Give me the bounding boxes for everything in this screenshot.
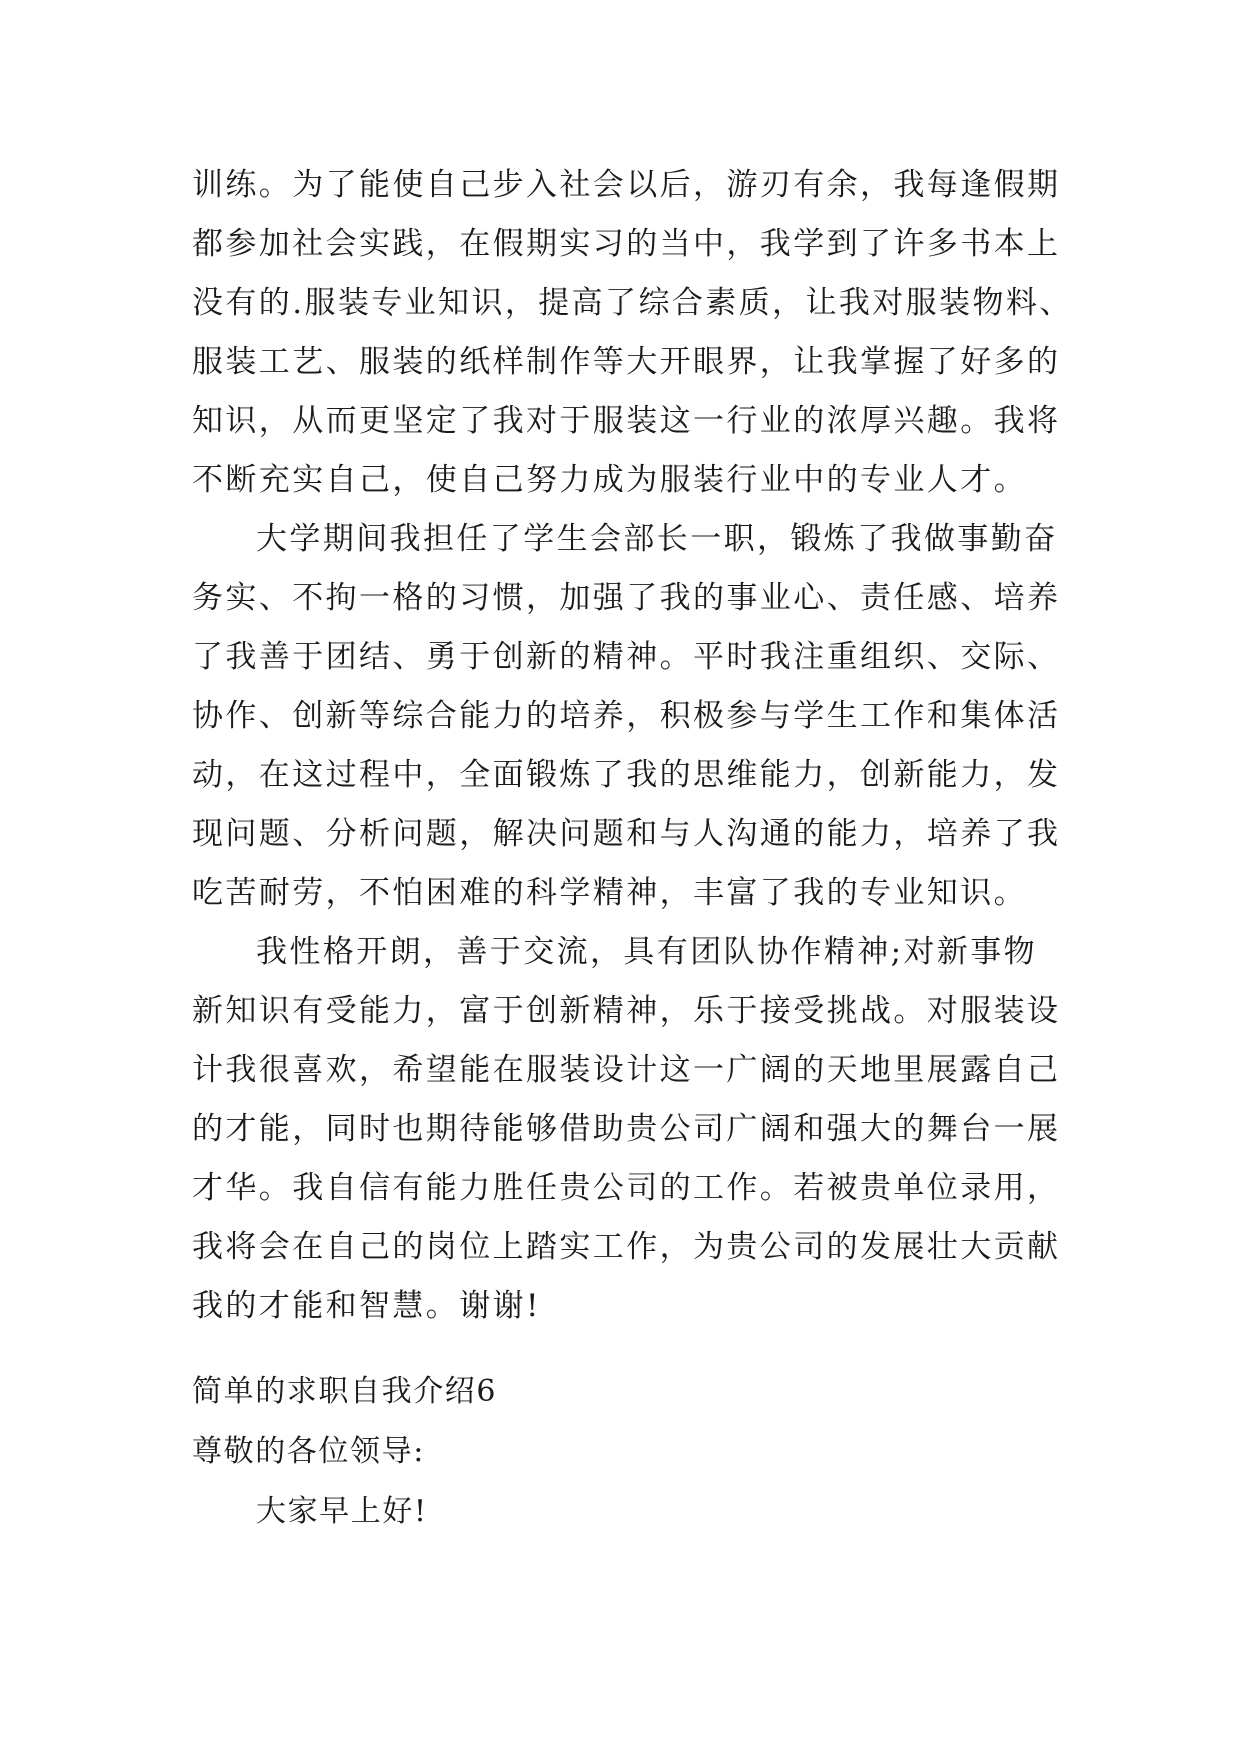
text-line: 我将会在自己的岗位上踏实工作，为贵公司的发展壮大贡献 (192, 1229, 1061, 1265)
text-line: 新知识有受能力，富于创新精神，乐于接受挑战。对服装设 (192, 993, 1061, 1029)
document-body (192, 156, 1073, 1336)
section-heading (192, 1372, 1062, 1412)
text-line: 计我很喜欢，希望能在服装设计这一广阔的天地里展露自己 (192, 1052, 1061, 1088)
text-line: 都参加社会实践，在假期实习的当中，我学到了许多书本上 (192, 226, 1061, 262)
section-title: 简单的求职自我介绍6 (192, 1374, 498, 1409)
text-line: 现问题、分析问题，解决问题和与人沟通的能力，培养了我 (192, 816, 1061, 852)
salutation-block (192, 1432, 1062, 1472)
text-line: 的才能，同时也期待能够借助贵公司广阔和强大的舞台一展 (192, 1111, 1061, 1147)
text-line: 协作、创新等综合能力的培养，积极参与学生工作和集体活 (192, 698, 1061, 734)
text-line: 我性格开朗，善于交流，具有团队协作精神;对新事物 (256, 934, 1038, 970)
text-line: 不断充实自己，使自己努力成为服装行业中的专业人才。 (192, 462, 1027, 498)
salutation: 尊敬的各位领导: (192, 1434, 425, 1469)
text-line: 动，在这过程中，全面锻炼了我的思维能力，创新能力，发 (192, 757, 1061, 793)
text-line: 才华。我自信有能力胜任贵公司的工作。若被贵单位录用， (192, 1170, 1061, 1206)
greeting-block (192, 1492, 1062, 1532)
text-line: 知识，从而更坚定了我对于服装这一行业的浓厚兴趣。我将 (192, 403, 1061, 439)
paragraph-1 (192, 156, 1073, 510)
paragraph-3 (192, 923, 1062, 1336)
text-line: 务实、不拘一格的习惯，加强了我的事业心、责任感、培养 (192, 580, 1061, 616)
text-line: 吃苦耐劳，不怕困难的科学精神，丰富了我的专业知识。 (192, 875, 1027, 911)
paragraph-2 (192, 510, 1062, 923)
text-line: 训练。为了能使自己步入社会以后，游刃有余，我每逢假期 (192, 167, 1061, 203)
text-line: 大学期间我担任了学生会部长一职，锻炼了我做事勤奋 (256, 521, 1058, 557)
text-line: 服装工艺、服装的纸样制作等大开眼界，让我掌握了好多的 (192, 344, 1061, 380)
text-line: 了我善于团结、勇于创新的精神。平时我注重组织、交际、 (192, 639, 1061, 675)
text-line: 没有的.服装专业知识，提高了综合素质，让我对服装物料、 (192, 285, 1073, 321)
text-line: 我的才能和智慧。谢谢! (192, 1288, 541, 1324)
greeting: 大家早上好! (256, 1494, 428, 1529)
